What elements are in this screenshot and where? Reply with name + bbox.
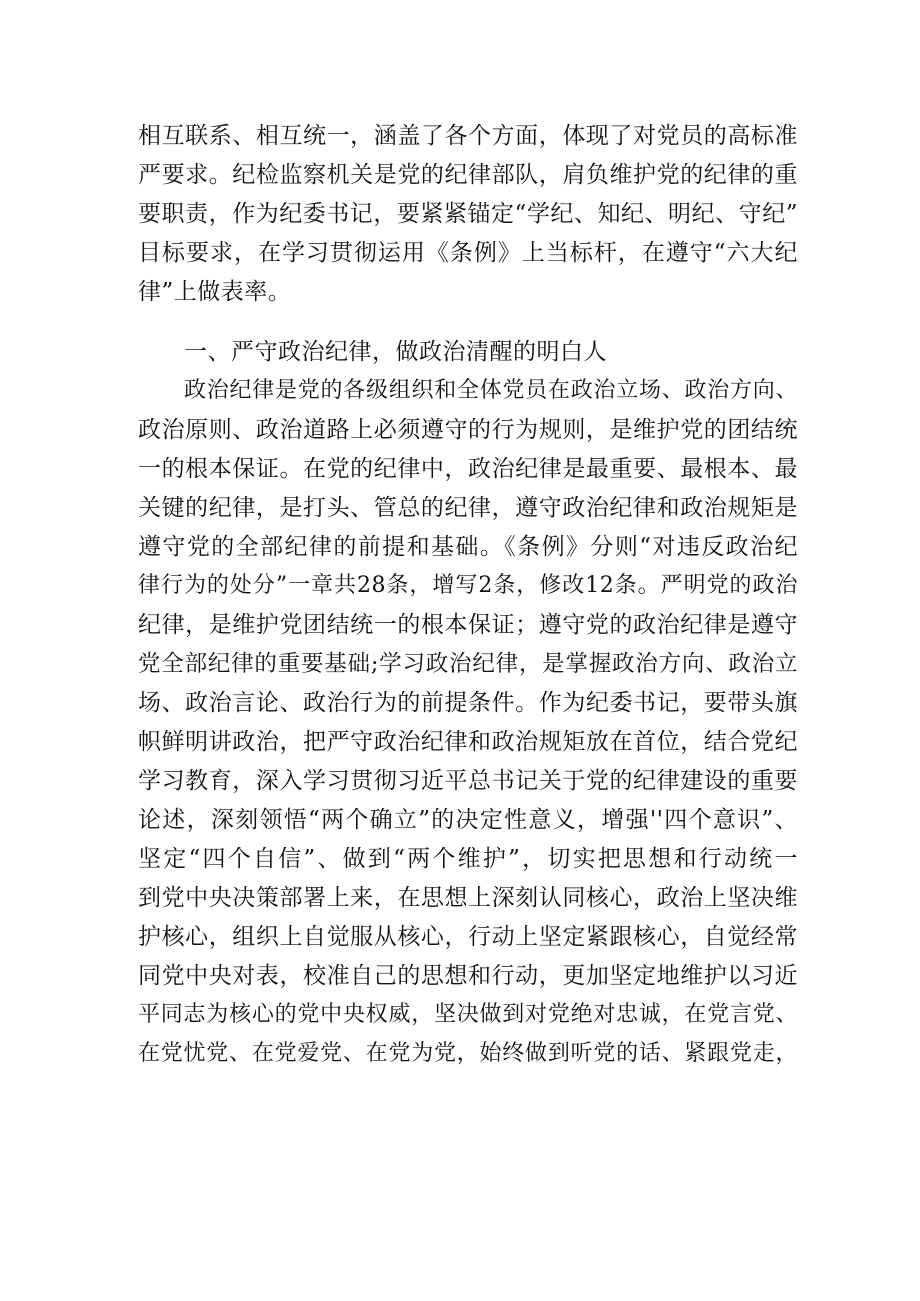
intro-line-3: 要职责，作为纪委书记，要紧紧锚定“学纪、知纪、明纪、守纪” <box>138 201 798 227</box>
body-line-12: 论述，深刻领悟“两个确立”的决定性意义，增强''四个意识”、 <box>138 807 798 833</box>
body-line-8: 党全部纪律的重要基础;学习政治纪律，是掌握政治方向、政治立 <box>138 651 798 677</box>
intro-line-2: 严要求。纪检监察机关是党的纪律部队，肩负维护党的纪律的重 <box>138 162 798 188</box>
body-line-6: 律行为的处分”一章共28条，增写2条，修改12条。严明党的政治 <box>138 573 798 598</box>
body-line-11: 学习教育，深入学习贯彻习近平总书记关于党的纪律建设的重要 <box>138 768 798 794</box>
body-line-7: 纪律，是维护党团结统一的根本保证；遵守党的政治纪律是遵守 <box>138 612 798 638</box>
intro-line-4: 目标要求，在学习贯彻运用《条例》上当标杆，在遵守“六大纪 <box>138 240 798 266</box>
body-line-15: 护核心，组织上自觉服从核心，行动上坚定紧跟核心，自觉经常 <box>138 924 798 950</box>
body-line-5: 遵守党的全部纪律的前提和基础。《条例》分则“对违反政治纪 <box>138 534 798 560</box>
body-line-17: 平同志为核心的党中央权威，坚决做到对党绝对忠诚，在党言党、 <box>138 1002 798 1027</box>
body-line-4: 关键的纪律，是打头、管总的纪律，遵守政治纪律和政治规矩是 <box>138 495 798 521</box>
body-line-1: 政治纪律是党的各级组织和全体党员在政治立场、政治方向、 <box>184 378 798 403</box>
body-line-9: 场、政治言论、政治行为的前提条件。作为纪委书记，要带头旗 <box>138 690 798 716</box>
intro-line-5: 律”上做表率。 <box>138 279 292 305</box>
body-line-2: 政治原则、政治道路上必须遵守的行为规则，是维护党的团结统 <box>138 417 798 443</box>
body-line-13: 坚定“四个自信”、做到“两个维护”，切实把思想和行动统一 <box>138 846 798 872</box>
body-line-10: 帜鲜明讲政治，把严守政治纪律和政治规矩放在首位，结合党纪 <box>138 729 798 755</box>
section-heading: 一、严守政治纪律，做政治清醒的明白人 <box>184 339 607 365</box>
body-line-18: 在党忧党、在党爱党、在党为党，始终做到听党的话、紧跟党走， <box>138 1041 798 1066</box>
body-line-16: 同党中央对表，校准自己的思想和行动，更加坚定地维护以习近 <box>138 963 798 989</box>
body-line-3: 一的根本保证。在党的纪律中，政治纪律是最重要、最根本、最 <box>138 456 798 482</box>
intro-line-1: 相互联系、相互统一，涵盖了各个方面，体现了对党员的高标准 <box>138 123 798 149</box>
body-line-14: 到党中央决策部署上来，在思想上深刻认同核心，政治上坚决维 <box>138 885 798 911</box>
